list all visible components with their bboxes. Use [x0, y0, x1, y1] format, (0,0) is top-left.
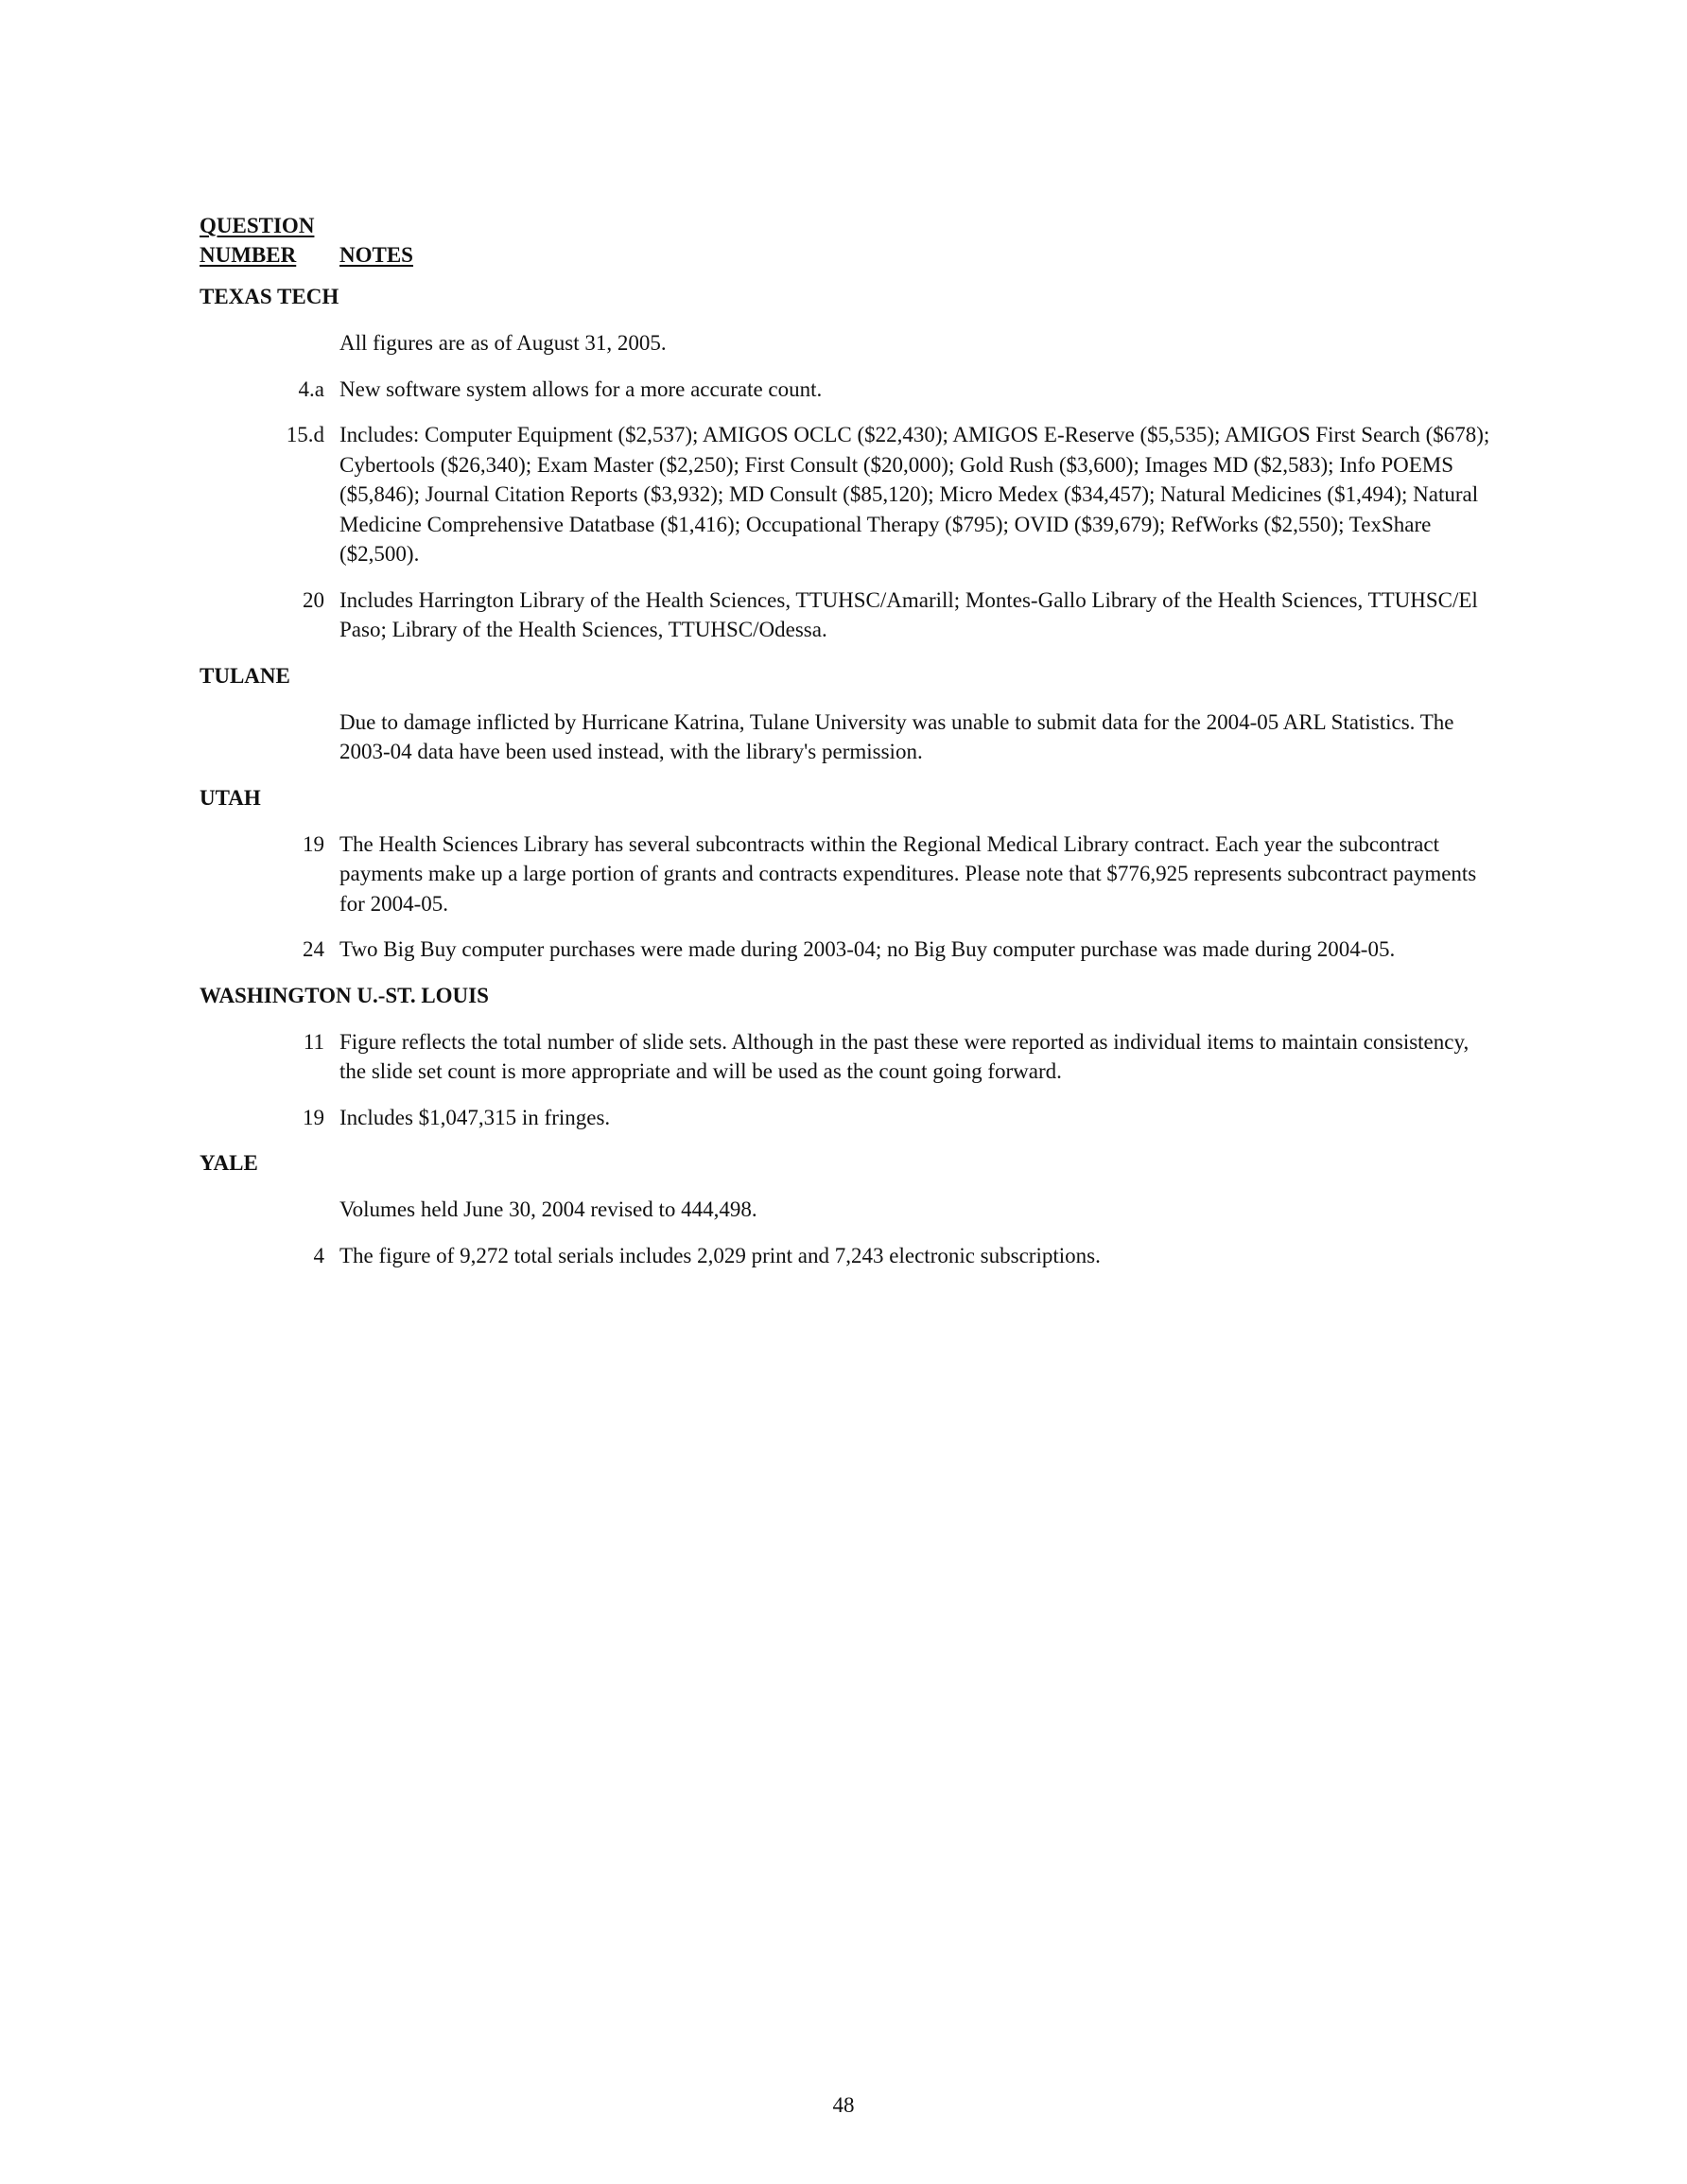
question-label: QUESTION [200, 214, 315, 237]
note-item [200, 375, 1495, 405]
question-number: 11 [303, 1029, 324, 1054]
number-label: NUMBER [200, 243, 297, 267]
section-utah [200, 783, 1495, 965]
notes-body [200, 282, 1495, 1286]
note-item [200, 1027, 1495, 1087]
note-text: Includes $1,047,315 in fringes. [339, 1105, 611, 1129]
question-number: 24 [303, 937, 324, 961]
note-text: Includes Harrington Library of the Health Sciences, TTUHSC/Amarill; Montes-Gallo Library of the Health Sciences, TTUHSC/El Paso; Library of the Health Sciences, TTUHSC/Odessa. [339, 587, 1478, 641]
question-number: 19 [303, 1105, 324, 1129]
note-item [200, 420, 1495, 569]
question-number: 19 [303, 831, 324, 856]
question-number: 4.a [298, 376, 324, 401]
section-washington-u-st-louis [200, 981, 1495, 1133]
note-text: Due to damage inflicted by Hurricane Katrina, Tulane University was unable to submit data for the 2004-05 ARL Statistics. The 2003-04 data have been used instead, with the library's permission. [339, 709, 1454, 763]
note-item [200, 1195, 1495, 1225]
question-number: 4 [313, 1243, 324, 1267]
question-number: 15.d [286, 423, 324, 446]
section-title: WASHINGTON U.-ST. LOUIS [200, 983, 489, 1007]
note-item [200, 585, 1495, 645]
note-text: Volumes held June 30, 2004 revised to 444,498. [339, 1197, 757, 1221]
note-text: Includes: Computer Equipment ($2,537); AMIGOS OCLC ($22,430); AMIGOS E-Reserve ($5,535); AMIGOS First Search ($678); Cybertools ($26,340); Exam Master ($2,250); First Consult ($20,000); Gold Rush ($3,600); Images MD ($2,583); Info POEMS ($5,846); Journal Citation Reports ($3,932); MD Consult ($85,120); Micro Medex ($34,457); Natural Medicines ($1,494); Natural Medicine Comprehensive Datatbase ($1,416); Occupational Therapy ($795); OVID ($39,679); RefWorks ($2,550); TexShare ($2,500). [339, 423, 1490, 566]
note-item [200, 830, 1495, 919]
note-text: The figure of 9,272 total serials includes 2,029 print and 7,243 electronic subscriptions. [339, 1243, 1101, 1267]
section-title: YALE [200, 1151, 258, 1175]
note-text: Figure reflects the total number of slide sets. Although in the past these were reported as individual items to maintain consistency, the slide set count is more appropriate and will be used as the count going forward. [339, 1029, 1470, 1083]
note-text: New software system allows for a more accurate count. [339, 376, 823, 401]
notes-label: NOTES [339, 243, 413, 267]
section-title: UTAH [200, 785, 261, 810]
note-item [200, 935, 1495, 965]
note-item [200, 1103, 1495, 1133]
note-item [200, 328, 1495, 358]
column-header [200, 211, 413, 270]
note-text: The Health Sciences Library has several subcontracts within the Regional Medical Library contract. Each year the subcontract payments make up a large portion of grants and contracts expenditures. Please note that $776,925 represents subcontract payments for 2004-05. [339, 831, 1477, 916]
section-title: TEXAS TECH [200, 285, 339, 308]
section-tulane [200, 661, 1495, 767]
section-texas-tech [200, 282, 1495, 645]
note-text: Two Big Buy computer purchases were made during 2003-04; no Big Buy computer purchase was made during 2004-05. [339, 937, 1396, 961]
note-item [200, 1241, 1495, 1271]
question-number: 20 [303, 587, 324, 612]
page-number: 48 [832, 2093, 855, 2117]
note-item [200, 708, 1495, 767]
section-yale [200, 1148, 1495, 1270]
section-title: TULANE [200, 663, 290, 688]
note-text: All figures are as of August 31, 2005. [339, 331, 667, 355]
